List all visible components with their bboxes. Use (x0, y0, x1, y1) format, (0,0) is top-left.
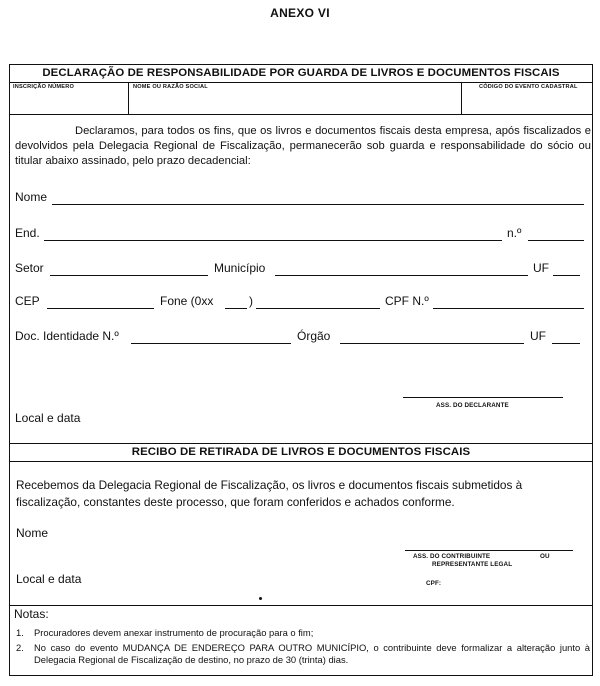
cep-field[interactable] (47, 308, 154, 309)
contributor-signature-line[interactable] (405, 550, 573, 551)
municipality-field[interactable] (275, 275, 528, 276)
declaration-text: Declaramos, para todos os fins, que os livros e documentos fiscais desta empresa, após fiscalizados e devolvidos pela Delegacia Regional de Fiscalização, permanecerão sob guarda e responsabilidade do sócio ou titular abaixo assinado, pelo prazo decadencial: (15, 125, 591, 167)
declarant-signature-label: ASS. DO DECLARANTE (436, 402, 509, 409)
declaration-title-divider (10, 82, 592, 83)
phone-label: Fone (0xx (160, 294, 214, 308)
receipt-cpf-label: CPF: (426, 580, 442, 587)
receipt-title: RECIBO DE RETIRADA DE LIVROS E DOCUMENTOS FISCAIS (131, 446, 471, 458)
receipt-title-divider (10, 461, 592, 462)
id-doc-field[interactable] (131, 343, 291, 344)
header-fields-divider (10, 114, 592, 115)
name-field[interactable] (52, 204, 584, 205)
event-code-label: CÓDIGO DO EVENTO CADASTRAL (479, 84, 578, 90)
note-1-text: Procuradores devem anexar instrumento de procuração para o fim; (34, 627, 314, 638)
company-name-label: NOME OU RAZÃO SOCIAL (133, 84, 208, 90)
declaration-title: DECLARAÇÃO DE RESPONSABILIDADE POR GUARDA DE LIVROS E DOCUMENTOS FISCAIS (42, 67, 560, 79)
number-label: n.º (507, 226, 522, 240)
notes-divider (10, 605, 592, 606)
declaration-place-date-label: Local e data (15, 411, 81, 425)
municipality-label: Município (214, 261, 266, 275)
legal-representative-label: REPRESENTANTE LEGAL (432, 561, 513, 568)
agency-label: Órgão (297, 329, 331, 343)
annex-title: ANEXO VI (270, 6, 330, 20)
phone-area-field[interactable] (225, 308, 247, 309)
name-label: Nome (15, 190, 48, 204)
header-separator-1 (128, 82, 129, 114)
address-label: End. (15, 226, 40, 240)
receipt-top-divider (10, 443, 592, 444)
address-field[interactable] (44, 240, 502, 241)
notes-title: Notas: (14, 607, 49, 621)
cep-label: CEP (15, 294, 40, 308)
header-separator-2 (461, 82, 462, 114)
declarant-signature-line[interactable] (403, 397, 563, 398)
sector-label: Setor (15, 261, 44, 275)
note-1-number: 1. (16, 627, 24, 638)
receipt-place-date-label: Local e data (16, 572, 82, 586)
note-2-number: 2. (16, 642, 24, 653)
uf-field[interactable] (553, 275, 580, 276)
stray-mark (259, 597, 262, 600)
receipt-text: Recebemos da Delegacia Regional de Fiscalização, os livros e documentos fiscais submetidos à fiscalização, constantes deste processo, que foram conferidos e achados conforme. (16, 478, 523, 509)
contributor-signature-label: ASS. DO CONTRIBUINTE (413, 553, 491, 560)
phone-close-paren: ) (249, 294, 253, 308)
sector-field[interactable] (50, 275, 208, 276)
cpf-label: CPF N.º (385, 294, 429, 308)
id-doc-label: Doc. Identidade N.º (15, 329, 119, 343)
agency-field[interactable] (340, 343, 524, 344)
note-2-text: No caso do evento MUDANÇA DE ENDEREÇO PARA OUTRO MUNICÍPIO, o contribuinte deve formalizar a alteração junto à Delegacia Regional de Fiscalização de destino, no prazo de 30 (trinta) dias. (34, 642, 590, 665)
cpf-field[interactable] (433, 308, 584, 309)
registration-number-label: INSCRIÇÃO NÚMERO (13, 84, 75, 90)
number-field[interactable] (528, 240, 584, 241)
phone-field[interactable] (256, 308, 380, 309)
uf2-field[interactable] (552, 343, 580, 344)
uf-label: UF (533, 261, 549, 275)
uf2-label: UF (530, 329, 546, 343)
receipt-name-label: Nome (16, 526, 49, 540)
signature-or-label: OU (540, 553, 550, 560)
